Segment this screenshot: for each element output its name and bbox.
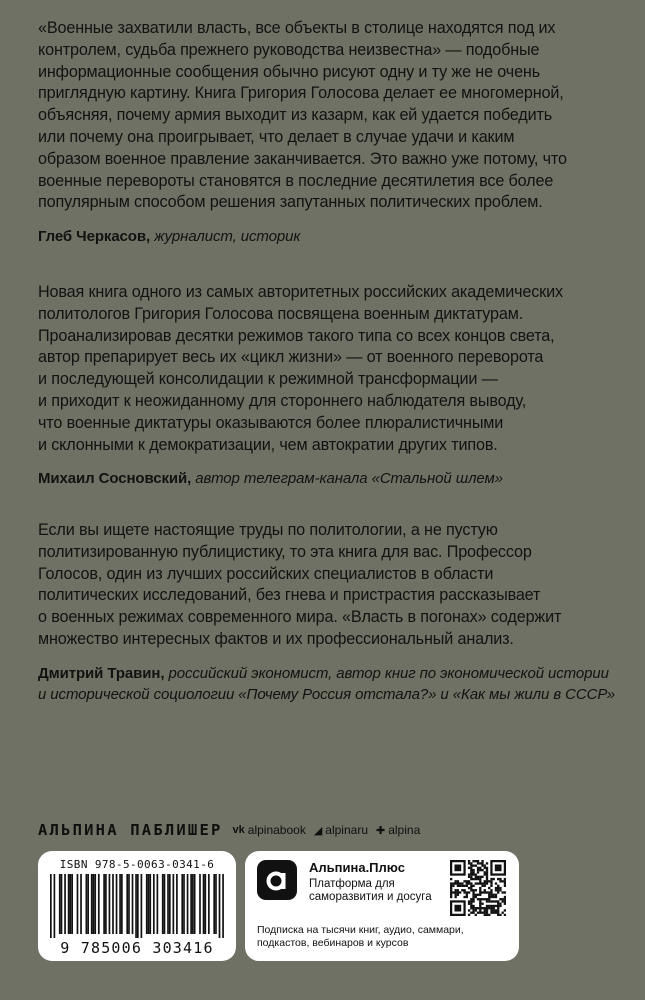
quote-3-attribution — [38, 663, 628, 705]
social-handle: alpinaru — [325, 823, 368, 837]
telegram-icon: ◢ — [313, 824, 323, 837]
social-plus[interactable] — [376, 823, 420, 837]
quote-3-text: Если вы ищете настоящие труды по политологии, а не пустую политизированную публицистику, то эта книга для вас. Профессор Голосов, один из лучших российских специалистов в области политических исследований, без гнева и пристрастия рассказывает о военных режимах современного мира. «Власть в погонах» содержит множество интересных фактов и их профессиональный анализ. — [38, 521, 562, 648]
publisher-row — [38, 818, 618, 842]
social-telegram[interactable] — [314, 823, 368, 837]
social-links — [233, 823, 429, 837]
quote-2-attribution — [38, 468, 598, 489]
social-vk[interactable] — [233, 823, 306, 837]
quote-3 — [38, 520, 615, 705]
ean-number: 9 785006 303416 — [60, 939, 214, 957]
quote-1 — [38, 18, 598, 247]
author-role: российский экономист, автор книг по экономической истории — [168, 664, 609, 682]
quote-2-text: Новая книга одного из самых авторитетных российских академических политологов Григория Голосова посвящена военным диктатурам. Проанализировав десятки режимов такого типа со всех концов света, автор препарирует весь их «цикл жизни» — от военного переворота и последующей консолидации к режимной трансформации — и приходит к неожиданному для стороннего наблюдателя выводу, что военные диктатуры оказываются более плюралистичными и склонными к демократизации, чем автократии других типов. — [38, 283, 563, 454]
publisher-logo: АЛЬПИНА ПАБЛИШЕР — [38, 821, 223, 839]
author-name: Глеб Черкасов, — [38, 228, 151, 246]
author-role: журналист, историк — [154, 228, 301, 246]
isbn-number: ISBN 978-5-0063-0341-6 — [59, 858, 215, 871]
qr-code-icon[interactable] — [450, 860, 506, 916]
barcode-panel — [38, 851, 236, 961]
author-role: автор телеграм-канала «Стальной шлем» — [195, 470, 503, 488]
quote-1-attribution — [38, 226, 598, 247]
author-role-line-2: и исторической социологии «Почему Россия отстала?» и «Как мы жили в СССР» — [38, 685, 615, 703]
author-name: Михаил Сосновский, — [38, 470, 192, 488]
promo-subtitle: Платформа для саморазвития и досуга — [309, 878, 432, 903]
alpina-plus-promo[interactable] — [245, 851, 519, 961]
promo-footer: Подписка на тысячи книг, аудио, саммари, подкастов, вебинаров и курсов — [257, 924, 464, 949]
author-name: Дмитрий Травин, — [38, 664, 165, 682]
quote-1-text: «Военные захватили власть, все объекты в столице находятся под их контролем, судьба прежнего руководства неизвестна» — подобные информационные сообщения обычно рисуют одну и ту же не очень приглядную картину. Книга Григория Голосова делает ее многомерной, объясняя, почему армия выходит из казарм, как ей удается победить или почему она проигрывает, что делает в случае удачи и каким образом военное правление заканчивается. Это важно уже потому, что военные перевороты становятся в последние десятилетия все более популярным способом решения запутанных политических проблем. — [38, 19, 567, 212]
promo-title: Альпина.Плюс — [309, 860, 405, 875]
quote-2 — [38, 282, 598, 489]
vk-icon: vk — [232, 824, 245, 836]
alpina-plus-app-icon — [257, 860, 297, 900]
barcode-icon — [50, 874, 224, 938]
plus-icon: ✚ — [376, 824, 386, 837]
social-handle: alpina — [388, 823, 421, 837]
social-handle: alpinabook — [247, 823, 306, 837]
